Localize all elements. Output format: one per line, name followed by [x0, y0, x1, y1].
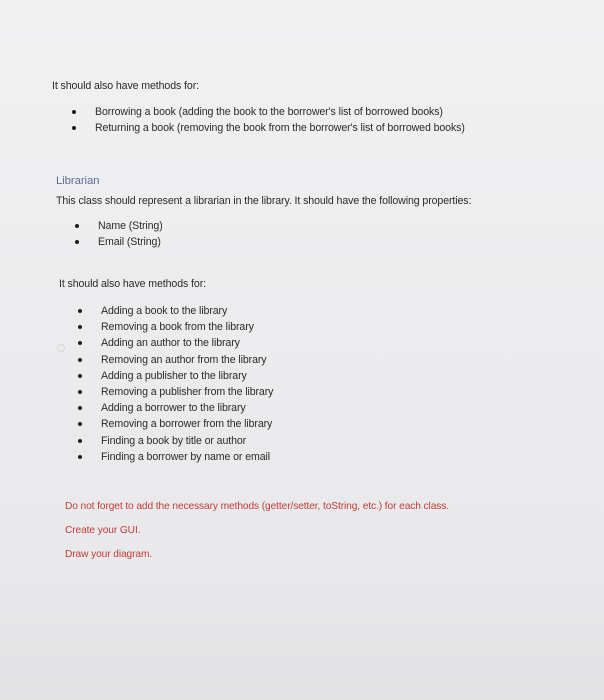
list-item	[101, 337, 273, 353]
bullet-icon	[78, 309, 82, 313]
bullet-icon	[78, 422, 82, 426]
list-item-text: Removing a book from the library	[101, 321, 254, 334]
list-item-text: Adding a publisher to the library	[101, 369, 247, 382]
list-item	[101, 354, 273, 370]
list-item	[101, 370, 273, 386]
list-item-text: Adding a borrower to the library	[101, 402, 246, 415]
bullet-icon	[72, 126, 76, 130]
borrower-methods-list	[95, 106, 465, 138]
librarian-properties-list	[98, 220, 163, 252]
bullet-icon	[78, 341, 82, 345]
bullet-icon	[78, 325, 82, 329]
list-item-text: Adding a book to the library	[101, 305, 228, 317]
list-item-text: Borrowing a book (adding the book to the borrower's list of borrowed books)	[95, 106, 443, 118]
bullet-icon	[78, 390, 82, 394]
list-item	[101, 386, 273, 402]
faint-circle-mark	[57, 344, 65, 352]
list-item-text: Finding a borrower by name or email	[101, 450, 271, 463]
list-item-text: Removing a publisher from the library	[101, 385, 274, 398]
bullet-icon	[78, 358, 82, 362]
bullet-icon	[78, 455, 82, 459]
bullet-icon	[78, 374, 82, 378]
list-item-text: Name (String)	[98, 220, 163, 232]
list-item	[101, 402, 273, 418]
list-item	[101, 451, 273, 467]
list-item-text: Removing a borrower from the library	[101, 418, 273, 431]
bullet-icon	[75, 224, 79, 228]
librarian-methods-intro: It should also have methods for:	[59, 278, 206, 290]
list-item	[95, 106, 465, 122]
librarian-description: This class should represent a librarian in the library. It should have the following properties:	[56, 195, 472, 207]
bullet-icon	[78, 439, 82, 443]
list-item-text: Removing an author from the library	[101, 353, 267, 366]
librarian-heading: Librarian	[56, 175, 100, 187]
bullet-icon	[72, 110, 76, 114]
list-item	[101, 321, 273, 337]
list-item-text: Returning a book (removing the book from the borrower's list of borrowed books)	[95, 122, 465, 134]
list-item	[98, 220, 163, 236]
bullet-icon	[78, 406, 82, 410]
librarian-methods-list	[101, 305, 273, 467]
borrower-methods-intro: It should also have methods for:	[52, 80, 199, 92]
page-shading	[0, 580, 604, 700]
note-reminder: Do not forget to add the necessary methods (getter/setter, toString, etc.) for each class.	[65, 501, 449, 512]
list-item	[101, 435, 273, 451]
list-item	[101, 418, 273, 434]
list-item	[98, 236, 163, 252]
bullet-icon	[75, 240, 79, 244]
list-item-text: Adding an author to the library	[101, 337, 240, 350]
list-item-text: Email (String)	[98, 236, 161, 248]
note-draw-diagram: Draw your diagram.	[65, 549, 153, 560]
list-item	[95, 122, 465, 138]
note-create-gui: Create your GUI.	[65, 525, 141, 536]
list-item-text: Finding a book by title or author	[101, 434, 247, 447]
list-item	[101, 305, 273, 321]
